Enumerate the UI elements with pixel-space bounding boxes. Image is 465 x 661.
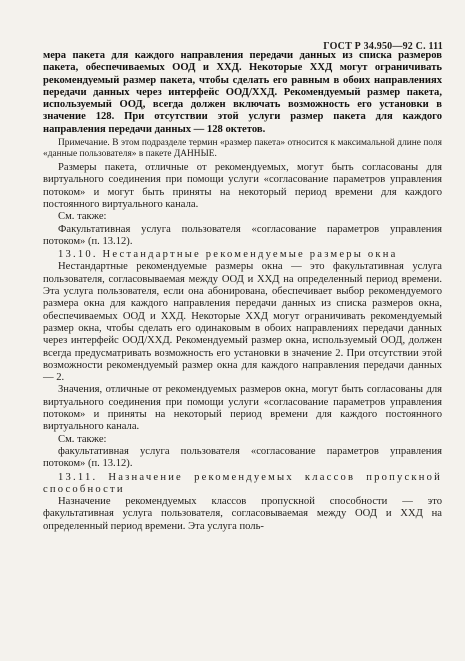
see-also-label: См. также: (58, 211, 107, 223)
paragraph-packet-size-continued: мера пакета для каждого направления передачи данных из списка размеров пакета, обеспечиваемых ООД и ХХД. Некоторые ХХД могут ограничивать рекомендуемый размер пакета, чтобы сделать его равным в обоих направлениях передачи данных через интерфейс ООД/ХХД. Рекомендуемый размер пакета, используемый ООД, всегда должен включать возможность его установки в значение 128. При отсутствии этой услуги размер пакета для каждого направления передачи данных — 128 октетов. (43, 50, 442, 135)
paragraph-window-values: Значения, отличные от рекомендуемых размеров окна, могут быть согласованы для виртуального соединения при помощи услуги «согласование параметров управления потоком» и приняты на некоторый период времени для каждого постоянного виртуального канала. (43, 384, 442, 433)
note-packet-size-term: Примечание. В этом подразделе термин «размер пакета» относится к максимальной длине поля «данные пользователя» в пакете ДАННЫЕ. (43, 138, 442, 160)
running-header: ГОСТ Р 34.950—92 С. 111 (323, 41, 443, 52)
reference-flow-control-negotiation: Факультативная услуга пользователя «согласование параметров управления потоком» (п. 13.12). (43, 223, 442, 247)
page-body (43, 50, 442, 533)
reference-flow-control-negotiation-2: факультативная услуга пользователя «согласование параметров управления потоком» (п. 13.12). (43, 445, 442, 470)
paragraph-window-sizes: Нестандартные рекомендуемые размеры окна — это факультативная услуга пользователя, согласовываемая между ООД и ХХД на определенный период времени. Эта услуга пользователя, если она абонирована, обеспечивает выбор рекомендуемого размера окна для каждого направления передачи данных из списка размеров окна, обеспечиваемых ООД и ХХД. Некоторые ХХД могут ограничивать рекомендуемый размер окна, чтобы сделать его одинаковым в обоих направлениях передачи данных через интерфейс ООД/ХХД. Рекомендуемый размер окна, используемый ООД, должен всегда предусматривать возможность его установки в значение 2. При отсутствии этой возможности рекомендуемый размер окна для каждого направления передачи данных — 2. (43, 261, 442, 384)
section-heading-13-10: 13.10. Нестандартные рекомендуемые размеры окна (58, 249, 398, 261)
paragraph-throughput-classes: Назначение рекомендуемых классов пропускной способности — это факультативная услуга пользователя, согласовываемая между ООД и ХХД на определенный период времени. Эта услуга поль- (43, 496, 442, 532)
paragraph-nonstandard-packet-sizes: Размеры пакета, отличные от рекомендуемых, могут быть согласованы для виртуального соединения при помощи услуги «согласование параметров управления потоком» и могут быть приняты на некоторый период времени для каждого постоянного виртуального канала. (43, 162, 442, 210)
see-also-label-2: См. также: (58, 433, 107, 445)
section-heading-13-11: 13.11. Назначение рекомендуемых классов пропускной способности (43, 471, 442, 495)
